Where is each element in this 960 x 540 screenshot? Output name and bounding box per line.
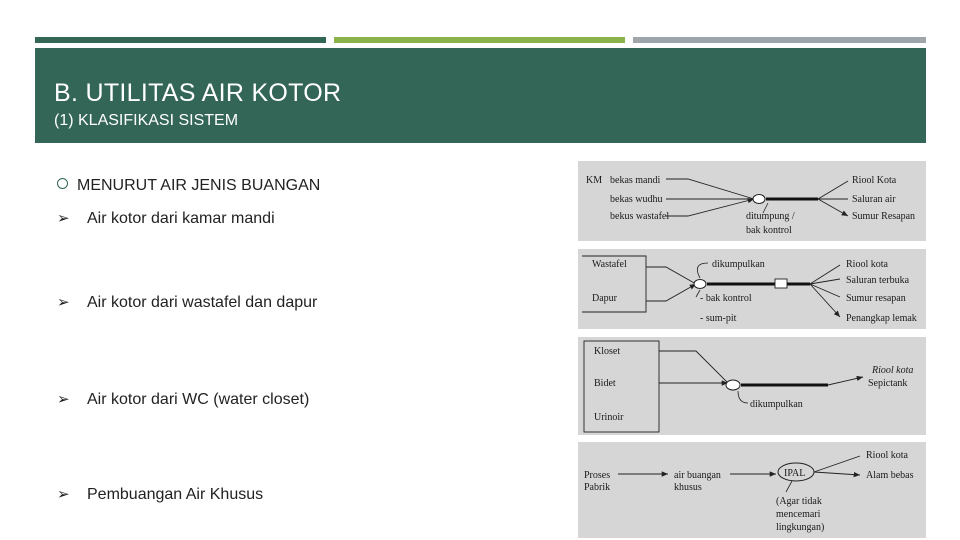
collect-label: bak kontrol xyxy=(746,225,792,236)
source-label: Proses xyxy=(584,470,611,481)
slide-title: B. UTILITAS AIR KOTOR xyxy=(54,79,342,107)
list-item: ➢ Air kotor dari WC (water closet) xyxy=(57,391,310,408)
title-banner xyxy=(35,48,926,143)
source-label: Bidet xyxy=(594,378,616,389)
source-label: Dapur xyxy=(592,293,617,304)
diagram-bathroom xyxy=(578,161,926,241)
source-label: bekas mandi xyxy=(610,175,661,186)
arrow-bullet-icon: ➢ xyxy=(57,391,70,408)
middle-label: khusus xyxy=(674,482,702,493)
top-strip-green xyxy=(35,37,326,43)
diagram-sink-kitchen xyxy=(578,249,926,329)
source-label: Pabrik xyxy=(584,482,611,493)
source-label: bekus wastafel xyxy=(610,211,670,222)
arrow-bullet-icon: ➢ xyxy=(57,294,70,311)
ipal-label: IPAL xyxy=(784,468,806,479)
circle-bullet-icon xyxy=(57,178,68,189)
top-strip-gray xyxy=(633,37,926,43)
arrow-bullet-icon: ➢ xyxy=(57,210,70,227)
source-label: Wastafel xyxy=(592,259,627,270)
list-item: ➢ Air kotor dari kamar mandi xyxy=(57,210,275,227)
source-label: Kloset xyxy=(594,346,621,357)
source-label: bekas wudhu xyxy=(610,194,663,205)
km-label: KM xyxy=(586,175,603,186)
note-label: - sum-pit xyxy=(700,313,737,324)
arrow-bullet-icon: ➢ xyxy=(57,486,70,503)
target-label: Sumur Resapan xyxy=(852,211,916,222)
target-label: Riool kota xyxy=(872,365,914,376)
note-label: - bak kontrol xyxy=(700,293,752,304)
top-strip-lime xyxy=(334,37,625,43)
list-heading: MENURUT AIR JENIS BUANGAN xyxy=(57,177,320,195)
target-label: Saluran air xyxy=(852,194,896,205)
list-item: ➢ Pembuangan Air Khusus xyxy=(57,486,264,503)
collect-label: dikumpulkan xyxy=(750,399,803,410)
target-label: Penangkap lemak xyxy=(846,313,917,324)
diagram-water-closet xyxy=(578,337,926,435)
target-label: Sepictank xyxy=(868,378,908,389)
source-label: Urinoir xyxy=(594,412,624,423)
target-label: Alam bebas xyxy=(866,470,914,481)
note-label: mencemari xyxy=(776,509,821,520)
target-label: Riool kota xyxy=(846,259,888,270)
list-item: ➢ Air kotor dari wastafel dan dapur xyxy=(57,294,318,311)
note-label: (Agar tidak xyxy=(776,496,822,507)
note-label: lingkungan) xyxy=(776,522,825,533)
diagram-special-water xyxy=(578,442,926,538)
target-label: Sumur resapan xyxy=(846,293,906,304)
slide-subtitle: (1) KLASIFIKASI SISTEM xyxy=(54,112,239,129)
collect-label: ditumpung / xyxy=(746,211,795,222)
target-label: Riool kota xyxy=(866,450,908,461)
target-label: Saluran terbuka xyxy=(846,275,910,286)
collect-label: dikumpulkan xyxy=(712,259,765,270)
target-label: Riool Kota xyxy=(852,175,897,186)
middle-label: air buangan xyxy=(674,470,721,481)
